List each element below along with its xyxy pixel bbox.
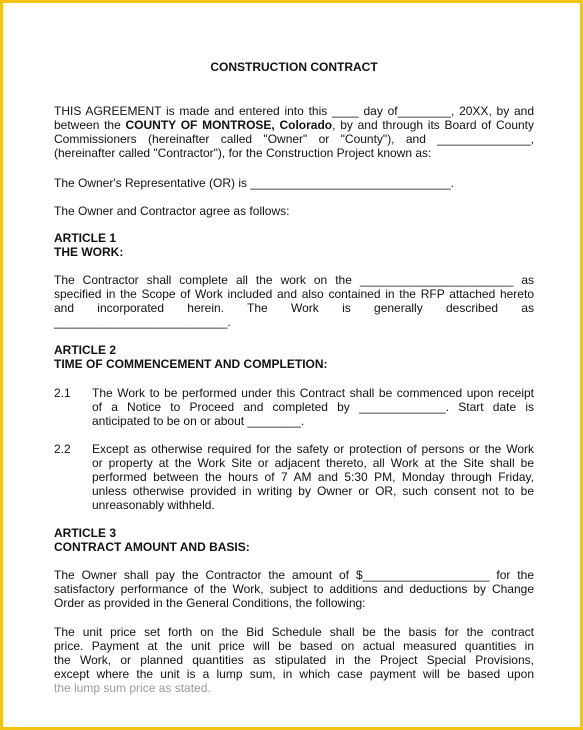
article-3-p2-line-3: the Work, or planned quantities as stipulated in the Project Special Provisions, bbox=[54, 653, 534, 667]
article-1-heading bbox=[54, 231, 534, 259]
intro-paragraph bbox=[54, 104, 534, 160]
article-2-subtitle: TIME OF COMMENCEMENT AND COMPLETION: bbox=[54, 357, 328, 371]
article-3-p1-line-2: satisfactory performance of the Work, subject to additions and deductions by Change bbox=[54, 582, 534, 596]
article-1-title: ARTICLE 1 bbox=[54, 231, 117, 245]
article-3-p2-line-1: The unit price set forth on the Bid Schedule shall be the basis for the contract bbox=[54, 625, 534, 639]
section-2-2-line-5: unreasonably withheld. bbox=[92, 498, 215, 512]
article-1-line-2: specified in the Scope of Work included and also contained in the RFP attached hereto bbox=[54, 287, 534, 301]
article-3-p2-line-4: except where the unit is a lump sum, in which case payment will be based upon bbox=[54, 667, 534, 681]
article-3-paragraph-2 bbox=[54, 625, 534, 695]
article-3-p1-line-3: Order as provided in the General Conditions, the following: bbox=[54, 596, 366, 610]
article-2-title: ARTICLE 2 bbox=[54, 343, 117, 357]
intro-line-2-start: between the bbox=[54, 118, 126, 132]
article-1-line-1: The Contractor shall complete all the work on the _______________________ as bbox=[54, 273, 534, 287]
section-2-1 bbox=[54, 386, 534, 428]
section-2-1-line-3: anticipated to be on or about ________. bbox=[92, 414, 305, 428]
intro-line-4: (hereinafter called "Contractor"), for the Construction Project known as: bbox=[54, 146, 432, 160]
article-3-p2-line-2: price. Payment at the unit price will be based on actual measured quantities in bbox=[54, 639, 534, 653]
intro-line-1: THIS AGREEMENT is made and entered into this ____ day of________, 20XX, by and bbox=[54, 104, 534, 118]
article-2-heading bbox=[54, 343, 534, 371]
article-3-heading bbox=[54, 526, 534, 554]
section-2-1-text bbox=[92, 386, 534, 428]
section-2-2-number: 2.2 bbox=[54, 442, 71, 456]
article-1-line-3: and incorporated herein. The Work is generally described as bbox=[54, 301, 534, 315]
document-title: CONSTRUCTION CONTRACT bbox=[210, 60, 378, 74]
section-2-1-number: 2.1 bbox=[54, 386, 71, 400]
agree-line bbox=[54, 204, 534, 218]
article-3-p1-line-1: The Owner shall pay the Contractor the amount of $___________________ for the bbox=[54, 568, 534, 582]
intro-line-2-end: , by and through its Board of County bbox=[332, 118, 535, 132]
section-2-2-line-1: Except as otherwise required for the safety or protection of persons or the Work bbox=[92, 442, 534, 456]
representative-line bbox=[54, 176, 534, 190]
section-2-2-text bbox=[92, 442, 534, 512]
section-2-1-line-2: of a Notice to Proceed and completed by _____________. Start date is bbox=[92, 400, 534, 414]
agree-text: The Owner and Contractor agree as follows: bbox=[54, 204, 290, 218]
article-3-paragraph-1 bbox=[54, 568, 534, 610]
article-1-line-4: __________________________. bbox=[54, 315, 231, 329]
section-2-2-line-4: unless otherwise provided in writing by Owner or OR, such consent not to be bbox=[92, 484, 534, 498]
section-2-2-line-2: or property at the Work Site or adjacent thereto, all Work at the Site shall be bbox=[92, 456, 534, 470]
article-1-body bbox=[54, 273, 534, 329]
section-2-1-line-1: The Work to be performed under this Contract shall be commenced upon receipt bbox=[92, 386, 534, 400]
article-3-subtitle: CONTRACT AMOUNT AND BASIS: bbox=[54, 540, 250, 554]
article-3-p2-line-5: the lump sum price as stated. bbox=[54, 681, 211, 695]
intro-line-3: Commissioners (hereinafter called "Owner" or "County"), and ______________, bbox=[54, 132, 534, 146]
article-3-title: ARTICLE 3 bbox=[54, 526, 117, 540]
section-2-2-line-3: performed between the hours of 7 AM and 5:30 PM, Monday through Friday, bbox=[92, 470, 534, 484]
intro-line-2 bbox=[54, 118, 534, 132]
article-1-subtitle: THE WORK: bbox=[54, 245, 124, 259]
section-2-2 bbox=[54, 442, 534, 512]
representative-text: The Owner's Representative (OR) is ______________________________. bbox=[54, 176, 454, 190]
county-name: COUNTY OF MONTROSE, Colorado bbox=[125, 118, 333, 132]
